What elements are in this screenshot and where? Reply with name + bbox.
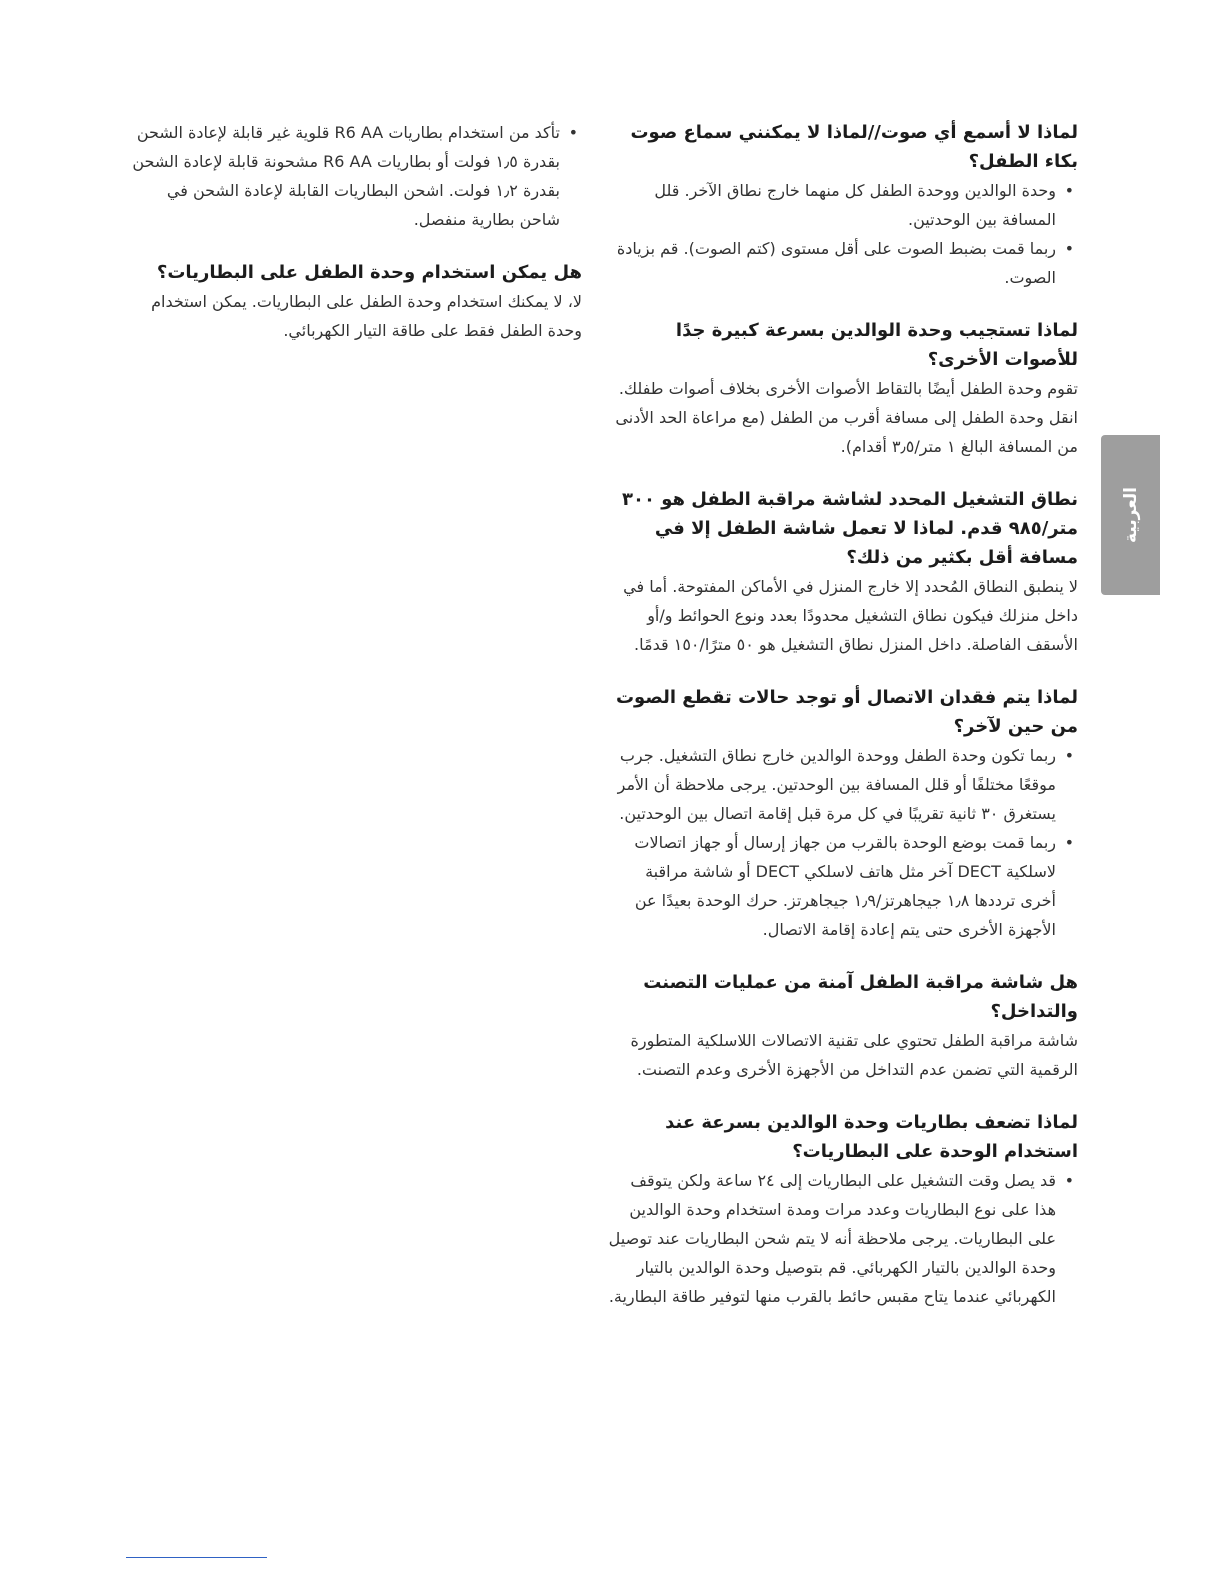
faq-battery-drain xyxy=(606,1108,1078,1311)
faq-too-sensitive xyxy=(606,316,1078,461)
language-tab-label: العربية xyxy=(1120,486,1141,544)
faq-question: هل شاشة مراقبة الطفل آمنة من عمليات التصنت والتداخل؟ xyxy=(643,972,1078,1022)
left-column xyxy=(128,118,582,369)
faq-answer: شاشة مراقبة الطفل تحتوي على تقنية الاتصالات اللاسلكية المتطورة الرقمية التي تضمن عدم التداخل من الأجهزة الأخرى وعدم التصنت. xyxy=(630,1031,1078,1079)
faq-answer: لا ينطبق النطاق المُحدد إلا خارج المنزل في الأماكن المفتوحة. أما في داخل منزلك فيكون نطاق التشغيل محدودًا بعدد ونوع الحوائط و/أو الأسقف الفاصلة. داخل المنزل نطاق التشغيل هو ٥٠ مترًا/١٥٠ قدمًا. xyxy=(623,577,1078,654)
faq-question: لماذا تستجيب وحدة الوالدين بسرعة كبيرة جدًا للأصوات الأخرى؟ xyxy=(675,320,1078,370)
faq-bullet-list xyxy=(606,741,1078,944)
faq-bullet-list xyxy=(606,176,1078,292)
faq-bullet: • قد يصل وقت التشغيل على البطاريات إلى ٢٤ ساعة ولكن يتوقف هذا على نوع البطاريات وعدد مرات ومدة استخدام وحدة الوالدين على البطاريات. يرجى ملاحظة أنه لا يتم شحن البطاريات عند توصيل وحدة الوالدين بالتيار الكهربائي. قم بتوصيل وحدة الوالدين بالتيار الكهربائي عندما يتاح مقبس حائط بالقرب منها لتوفير طاقة البطارية. xyxy=(606,1166,1056,1311)
faq-range xyxy=(606,485,1078,659)
footnote-divider xyxy=(126,1557,267,1558)
faq-bullet: • وحدة الوالدين ووحدة الطفل كل منهما خارج نطاق الآخر. قلل المسافة بين الوحدتين. xyxy=(606,176,1056,234)
faq-connection-loss xyxy=(606,683,1078,944)
faq-baby-unit-batteries xyxy=(128,258,582,345)
faq-bullet: • ربما تكون وحدة الطفل ووحدة الوالدين خارج نطاق التشغيل. جرب موقعًا مختلفًا أو قلل المسافة بين الوحدتين. يرجى ملاحظة أن الأمر يستغرق ٣٠ ثانية تقريبًا في كل مرة قبل إقامة اتصال بين الوحدتين. xyxy=(606,741,1056,828)
faq-bullet-list xyxy=(128,118,582,234)
faq-no-sound xyxy=(606,118,1078,292)
faq-eavesdropping xyxy=(606,968,1078,1084)
faq-question: نطاق التشغيل المحدد لشاشة مراقبة الطفل هو ٣٠٠ متر/٩٨٥ قدم. لماذا لا تعمل شاشة الطفل إلا في مسافة أقل بكثير من ذلك؟ xyxy=(621,489,1078,568)
faq-bullet: • ربما قمت بوضع الوحدة بالقرب من جهاز إرسال أو جهاز اتصالات لاسلكية DECT آخر مثل هاتف لاسلكي DECT أو شاشة مراقبة أخرى ترددها ١٫٨ جيجاهرتز/١٫٩ جيجاهرتز. حرك الوحدة بعيدًا عن الأجهزة الأخرى حتى يتم إعادة إقامة الاتصال. xyxy=(606,828,1056,944)
faq-answer: لا، لا يمكنك استخدام وحدة الطفل على البطاريات. يمكن استخدام وحدة الطفل فقط على طاقة التيار الكهربائي. xyxy=(151,292,582,340)
right-column xyxy=(606,118,1078,1335)
faq-bullet-list xyxy=(606,1166,1078,1311)
faq-bullet: • ربما قمت بضبط الصوت على أقل مستوى (كتم الصوت). قم بزيادة الصوت. xyxy=(606,234,1056,292)
faq-question: هل يمكن استخدام وحدة الطفل على البطاريات؟ xyxy=(156,262,582,283)
faq-answer: تقوم وحدة الطفل أيضًا بالتقاط الأصوات الأخرى بخلاف أصوات طفلك. انقل وحدة الطفل إلى مسافة أقرب من الطفل (مع مراعاة الحد الأدنى من المسافة البالغ ١ متر/٣٫٥ أقدام). xyxy=(615,379,1078,456)
faq-question: لماذا تضعف بطاريات وحدة الوالدين بسرعة عند استخدام الوحدة على البطاريات؟ xyxy=(665,1112,1078,1162)
faq-question: لماذا لا أسمع أي صوت//لماذا لا يمكنني سماع صوت بكاء الطفل؟ xyxy=(630,122,1078,172)
faq-question: لماذا يتم فقدان الاتصال أو توجد حالات تقطع الصوت من حين لآخر؟ xyxy=(615,687,1078,737)
language-side-tab xyxy=(1101,435,1160,595)
faq-bullet: • تأكد من استخدام بطاريات R6 AA قلوية غير قابلة لإعادة الشحن بقدرة ١٫٥ فولت أو بطاريات R6 AA مشحونة قابلة لإعادة الشحن بقدرة ١٫٢ فولت. اشحن البطاريات القابلة لإعادة الشحن في شاحن بطارية منفصل. xyxy=(128,118,560,234)
faq-battery-continued xyxy=(128,118,582,234)
